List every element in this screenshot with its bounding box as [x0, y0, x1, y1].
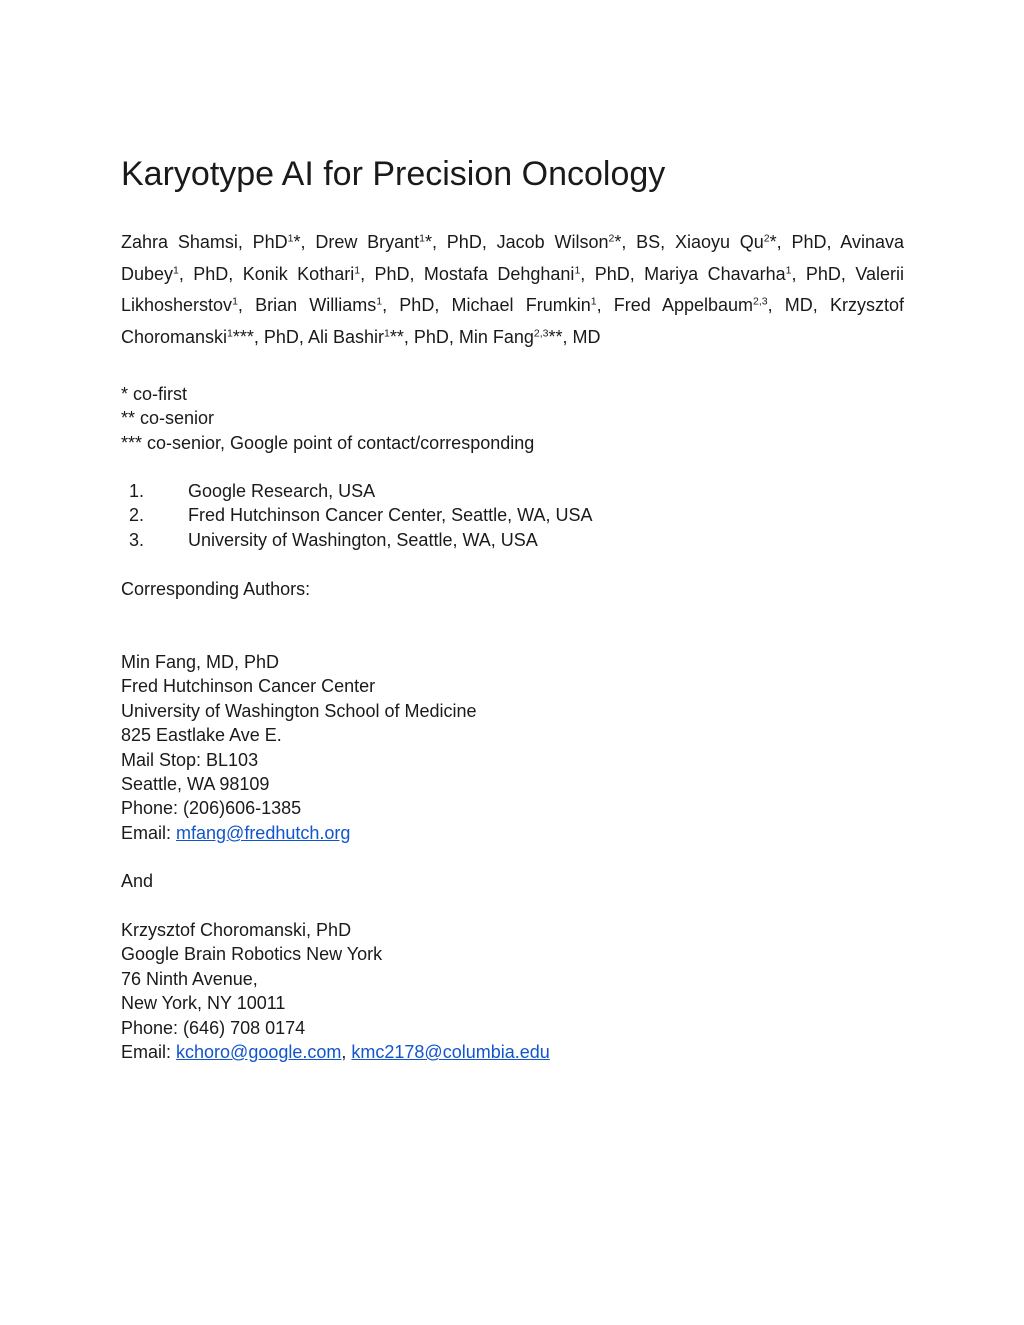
- contact-phone: Phone: (206)606-1385: [121, 798, 302, 819]
- note-corresponding: *** co-senior, Google point of contact/corresponding: [121, 432, 535, 453]
- corresponding-heading: Corresponding Authors:: [121, 579, 311, 599]
- contact-email-line: Email: kchoro@google.com, kmc2178@columbia.edu: [121, 1042, 550, 1063]
- contact-name: Min Fang, MD, PhD: [121, 652, 280, 672]
- author: Michael Frumkin$^1$,: [451, 295, 614, 316]
- author: Valerii Likhosherstov$^1$,: [121, 263, 905, 316]
- and-separator: And: [121, 871, 154, 891]
- author-list: [121, 227, 904, 354]
- contact-address: 76 Ninth Avenue,: [121, 968, 258, 989]
- author: Ali Bashir$^1$**, PhD,: [307, 327, 459, 348]
- contact-email-line: Email: mfang@fredhutch.org: [121, 822, 351, 843]
- contact-org: University of Washington School of Medicine: [121, 700, 477, 721]
- contact-address: 825 Eastlake Ave E.: [121, 725, 282, 746]
- contact-city: Seattle, WA 98109: [121, 774, 270, 795]
- author: Mostafa Dehghani$^1$, PhD,: [423, 263, 645, 284]
- contact-min-fang: [121, 650, 477, 845]
- author: Krzysztof Choromanski$^1$***, PhD,: [121, 295, 904, 348]
- note-co-senior: ** co-senior: [121, 408, 215, 429]
- email-link[interactable]: kchoro@google.com: [176, 1042, 342, 1063]
- author: Avinava Dubey$^1$, PhD,: [121, 232, 904, 284]
- email-link[interactable]: mfang@fredhutch.org: [176, 822, 351, 843]
- author-notes: [121, 382, 534, 455]
- contact-mailstop: Mail Stop: BL103: [121, 749, 259, 770]
- author: Drew Bryant$^1$*, PhD,: [315, 232, 497, 252]
- contact-city: New York, NY 10011: [121, 993, 286, 1014]
- author: Fred Appelbaum$^{2,3}$, MD,: [613, 295, 830, 316]
- contact-name: Krzysztof Choromanski, PhD: [121, 920, 352, 940]
- email-link[interactable]: kmc2178@columbia.edu: [351, 1042, 550, 1063]
- note-co-first: * co-first: [121, 384, 188, 404]
- paper-title: Karyotype AI for Precision Oncology: [121, 155, 666, 193]
- author: Konik Kothari$^1$, PhD,: [242, 263, 424, 284]
- contact-phone: Phone: (646) 708 0174: [121, 1017, 306, 1038]
- contact-org: Fred Hutchinson Cancer Center: [121, 676, 376, 697]
- contact-krzysztof-choromanski: [121, 918, 550, 1064]
- author: Mariya Chavarha$^1$, PhD,: [644, 263, 856, 284]
- author: Jacob Wilson$^2$*, BS,: [496, 232, 675, 252]
- contact-org: Google Brain Robotics New York: [121, 944, 383, 965]
- author: Zahra Shamsi, PhD$^1$*,: [121, 232, 316, 252]
- author: Brian Williams$^1$, PhD,: [255, 295, 452, 316]
- author: Min Fang$^{2,3}$**, MD: [458, 327, 601, 348]
- author: Xiaoyu Qu$^2$*, PhD,: [674, 232, 841, 252]
